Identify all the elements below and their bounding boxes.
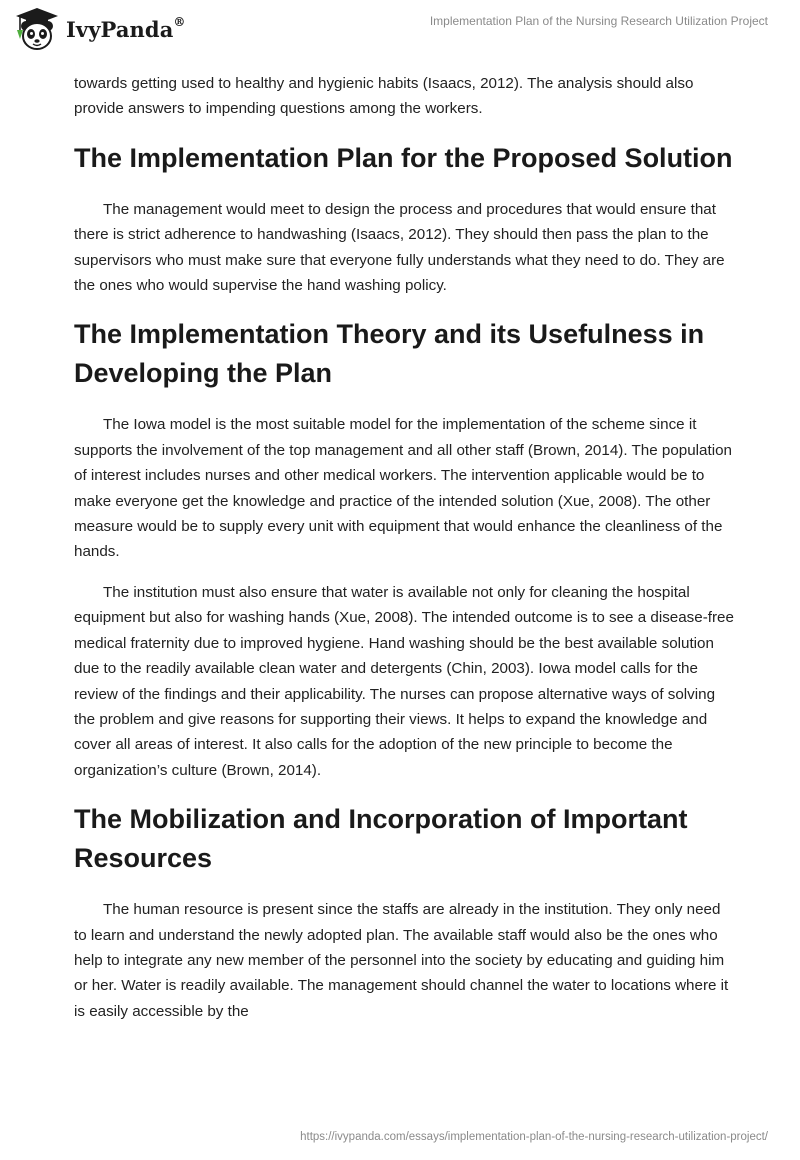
paragraph: The institution must also ensure that water is available not only for cleaning the hospital equipment but also for washing hands (Xue, 2008). The intended outcome is to see a disease-free medical fraternity due to improved hygiene. Hand washing should be the best available solution due to the readily available clean water and detergents (Chin, 2003). Iowa model calls for the review of the findings and their applicability. The nurses can propose alternative ways of solving the problem and give reasons for supporting their views. It helps to expand the knowledge and cover all areas of interest. It also calls for the adoption of the new principle to become the organization’s culture (Brown, 2014). (74, 583, 734, 779)
paragraph: The human resource is present since the staffs are already in the institution. They only need to learn and understand the newly adopted plan. The available staff would also be the ones who help to integrate any new member of the personnel into the society by educating and guiding him or her. Water is readily available. The management should channel the water to locations where it is easily accessible by the (74, 901, 729, 1020)
essay-content (74, 70, 734, 1024)
document-title: Implementation Plan of the Nursing Research Utilization Project (429, 14, 768, 28)
section-heading-implementation-plan: The Implementation Plan for the Proposed Solution (74, 142, 733, 173)
intro-paragraph: towards getting used to healthy and hygienic habits (Isaacs, 2012). The analysis should also provide answers to impending questions among the workers. (74, 75, 694, 118)
source-url[interactable]: https://ivypanda.com/essays/implementation-plan-of-the-nursing-research-utilization-project/ (300, 1131, 768, 1143)
section-heading-mobilization: The Mobilization and Incorporation of Important Resources (74, 804, 688, 874)
brand-name: IvyPanda® (66, 14, 186, 42)
section-heading-implementation-theory: The Implementation Theory and its Usefulness in Developing the Plan (74, 319, 705, 389)
ivypanda-logo[interactable] (12, 6, 186, 52)
page-header (0, 0, 800, 60)
paragraph: The Iowa model is the most suitable model for the implementation of the scheme since it supports the involvement of the top management and all other staff (Brown, 2014). The population of interest includes nurses and other medical workers. The intervention applicable would be to make everyone get the knowledge and practice of the intended solution (Xue, 2008). The other measure would be to supply every unit with equipment that would enhance the cleanliness of the hands. (74, 416, 732, 561)
paragraph: The management would meet to design the process and procedures that would ensure that there is strict adherence to handwashing (Isaacs, 2012). They should then pass the plan to the supervisors who must make sure that everyone fully understands what they need to do. They are the ones who would supervise the hand washing policy. (74, 200, 725, 295)
panda-graduation-cap-icon (12, 6, 62, 52)
